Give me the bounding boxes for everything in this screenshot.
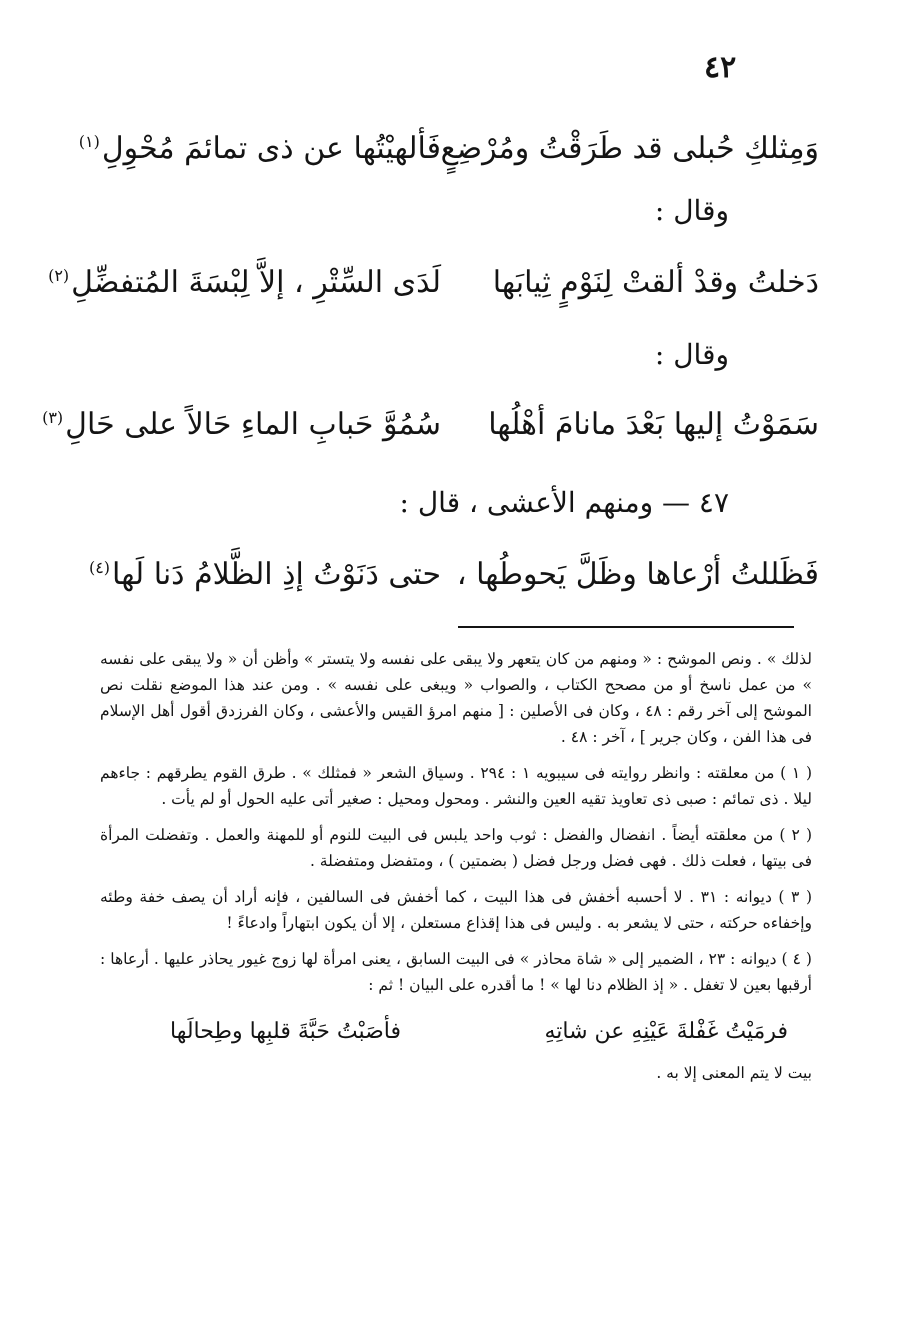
inline-verse-second: فأصَبْتُ حَبَّةَ قلبِها وطِحالَها [170, 1019, 402, 1044]
footnotes [100, 646, 812, 1096]
verse-4-intro: ٤٧ — ومنهم الأعشى ، قال : [399, 486, 729, 519]
footnote-ref-3[interactable]: (٣) [42, 407, 64, 427]
verse-1-text: فَألهيْتُها عن ذى تمائمَ مُحْوِلِ [101, 130, 441, 166]
verse-4 [88, 546, 819, 602]
footnote-4: ( ٤ ) ديوانه : ٢٣ ، الضمير إلى « شاة محاذر » فى البيت السابق ، يعنى امرأة لها زوج غيور يحاذر عليها . أرعاها : أرقبها بعين لا تغفل . « إذ الظلام دنا لها » ! ما أقدره على البيان ! ثم : [100, 950, 812, 994]
verse-3-intro: وقال : [654, 338, 729, 371]
verse-1-first-hemistich: وَمِثلكِ حُبلى قد طَرَقْتُ ومُرْضِعٍ [440, 130, 819, 166]
verse-2 [48, 254, 819, 310]
footnote-ref-4[interactable]: (٤) [88, 557, 111, 577]
page-number: ٤٢ [704, 50, 737, 85]
verse-4-second-hemistich [89, 557, 441, 592]
footnote-ref-1[interactable]: (١) [78, 131, 100, 151]
verse-2-first-hemistich: دَخلتُ وقدْ ألقتْ لِنَوْمٍ ثِيابَها [492, 264, 819, 300]
verse-3-text: سُمُوَّ حَبابِ الماءِ حَالاً على حَالِ [65, 406, 441, 442]
verse-4-first-hemistich: فَظَللتُ أرْعاها وظَلَّ يَحوطُها ، [456, 556, 819, 592]
footnote-closing: بيت لا يتم المعنى إلا به . [656, 1064, 812, 1082]
footnote-1: ( ١ ) من معلقته : وانظر روايته فى سيبويه ١ : ٢٩٤ . وسياق الشعر « فمثلك » . طرق القوم يطرقهم : جاءهم ليلا . ذى تمائم : صبى ذى تعاويذ تقيه العين والنشر . ومحول ومحيل : صغير أتى عليه الحول أو لم يأت . [100, 764, 812, 808]
verse-4-text: حتى دَنَوْتُ إذِ الظَّلامُ دَنا لَها [112, 556, 441, 592]
verse-1-second-hemistich [79, 131, 441, 166]
verse-3 [42, 396, 819, 452]
footnote-intro: لذلك » . ونص الموشح : « ومنهم من كان يتعهر ولا يبقى على نفسه ولا يتستر » وأظن أن « ولا يبقى على نفسه » من عمل ناسخ أو من مصحح الكتاب ، والصواب « ويبغى على نفسه » . ومن عند هذا الموضع نقلت نص الموشح إلى آخر رقم : ٤٨ ، وكان فى الأصلين : [ منهم امرؤ القيس والأعشى ، وكان الفرزدق أقول أهل الإسلام فى هذا الفن ، وكان جرير ] ، آخر : ٤٨ . [100, 650, 812, 746]
verse-1 [78, 120, 819, 176]
verse-2-second-hemistich [48, 265, 441, 300]
footnote-ref-2[interactable]: (٢) [48, 265, 70, 285]
verse-3-second-hemistich [42, 407, 441, 442]
verse-2-intro: وقال : [654, 194, 729, 227]
footnote-divider [458, 626, 794, 628]
footnote-inline-verse [100, 1008, 812, 1056]
footnote-2: ( ٢ ) من معلقته أيضاً . انفضال والفضل : ثوب واحد يلبس فى البيت للنوم أو للمهنة والعمل . وتفضلت المرأة فى بيتها ، فعلت ذلك . فهى فضل ورجل فضل ( بضمتين ) ، ومتفضل ومتفضلة . [100, 826, 812, 870]
verse-2-text: لَدَى السِّتْرِ ، إلاَّ لِبْسَةَ المُتفضِّلِ [71, 264, 441, 300]
verse-3-first-hemistich: سَمَوْتُ إليها بَعْدَ مانامَ أهْلُها [488, 406, 819, 442]
inline-verse-first: فرمَيْتُ غَفْلةَ عَيْنِهِ عن شاتِهِ [544, 1019, 788, 1044]
footnote-3: ( ٣ ) ديوانه : ٣١ . لا أحسبه أخفش فى هذا البيت ، كما أخفش فى السالفين ، فإنه أراد أن يصف خفة وطئه وإخفاءه حركته ، حتى لا يشعر به . وليس فى هذا إقذاع مستعلن ، إلا أن يكون ابتهاراً وادعاءً ! [100, 888, 812, 932]
